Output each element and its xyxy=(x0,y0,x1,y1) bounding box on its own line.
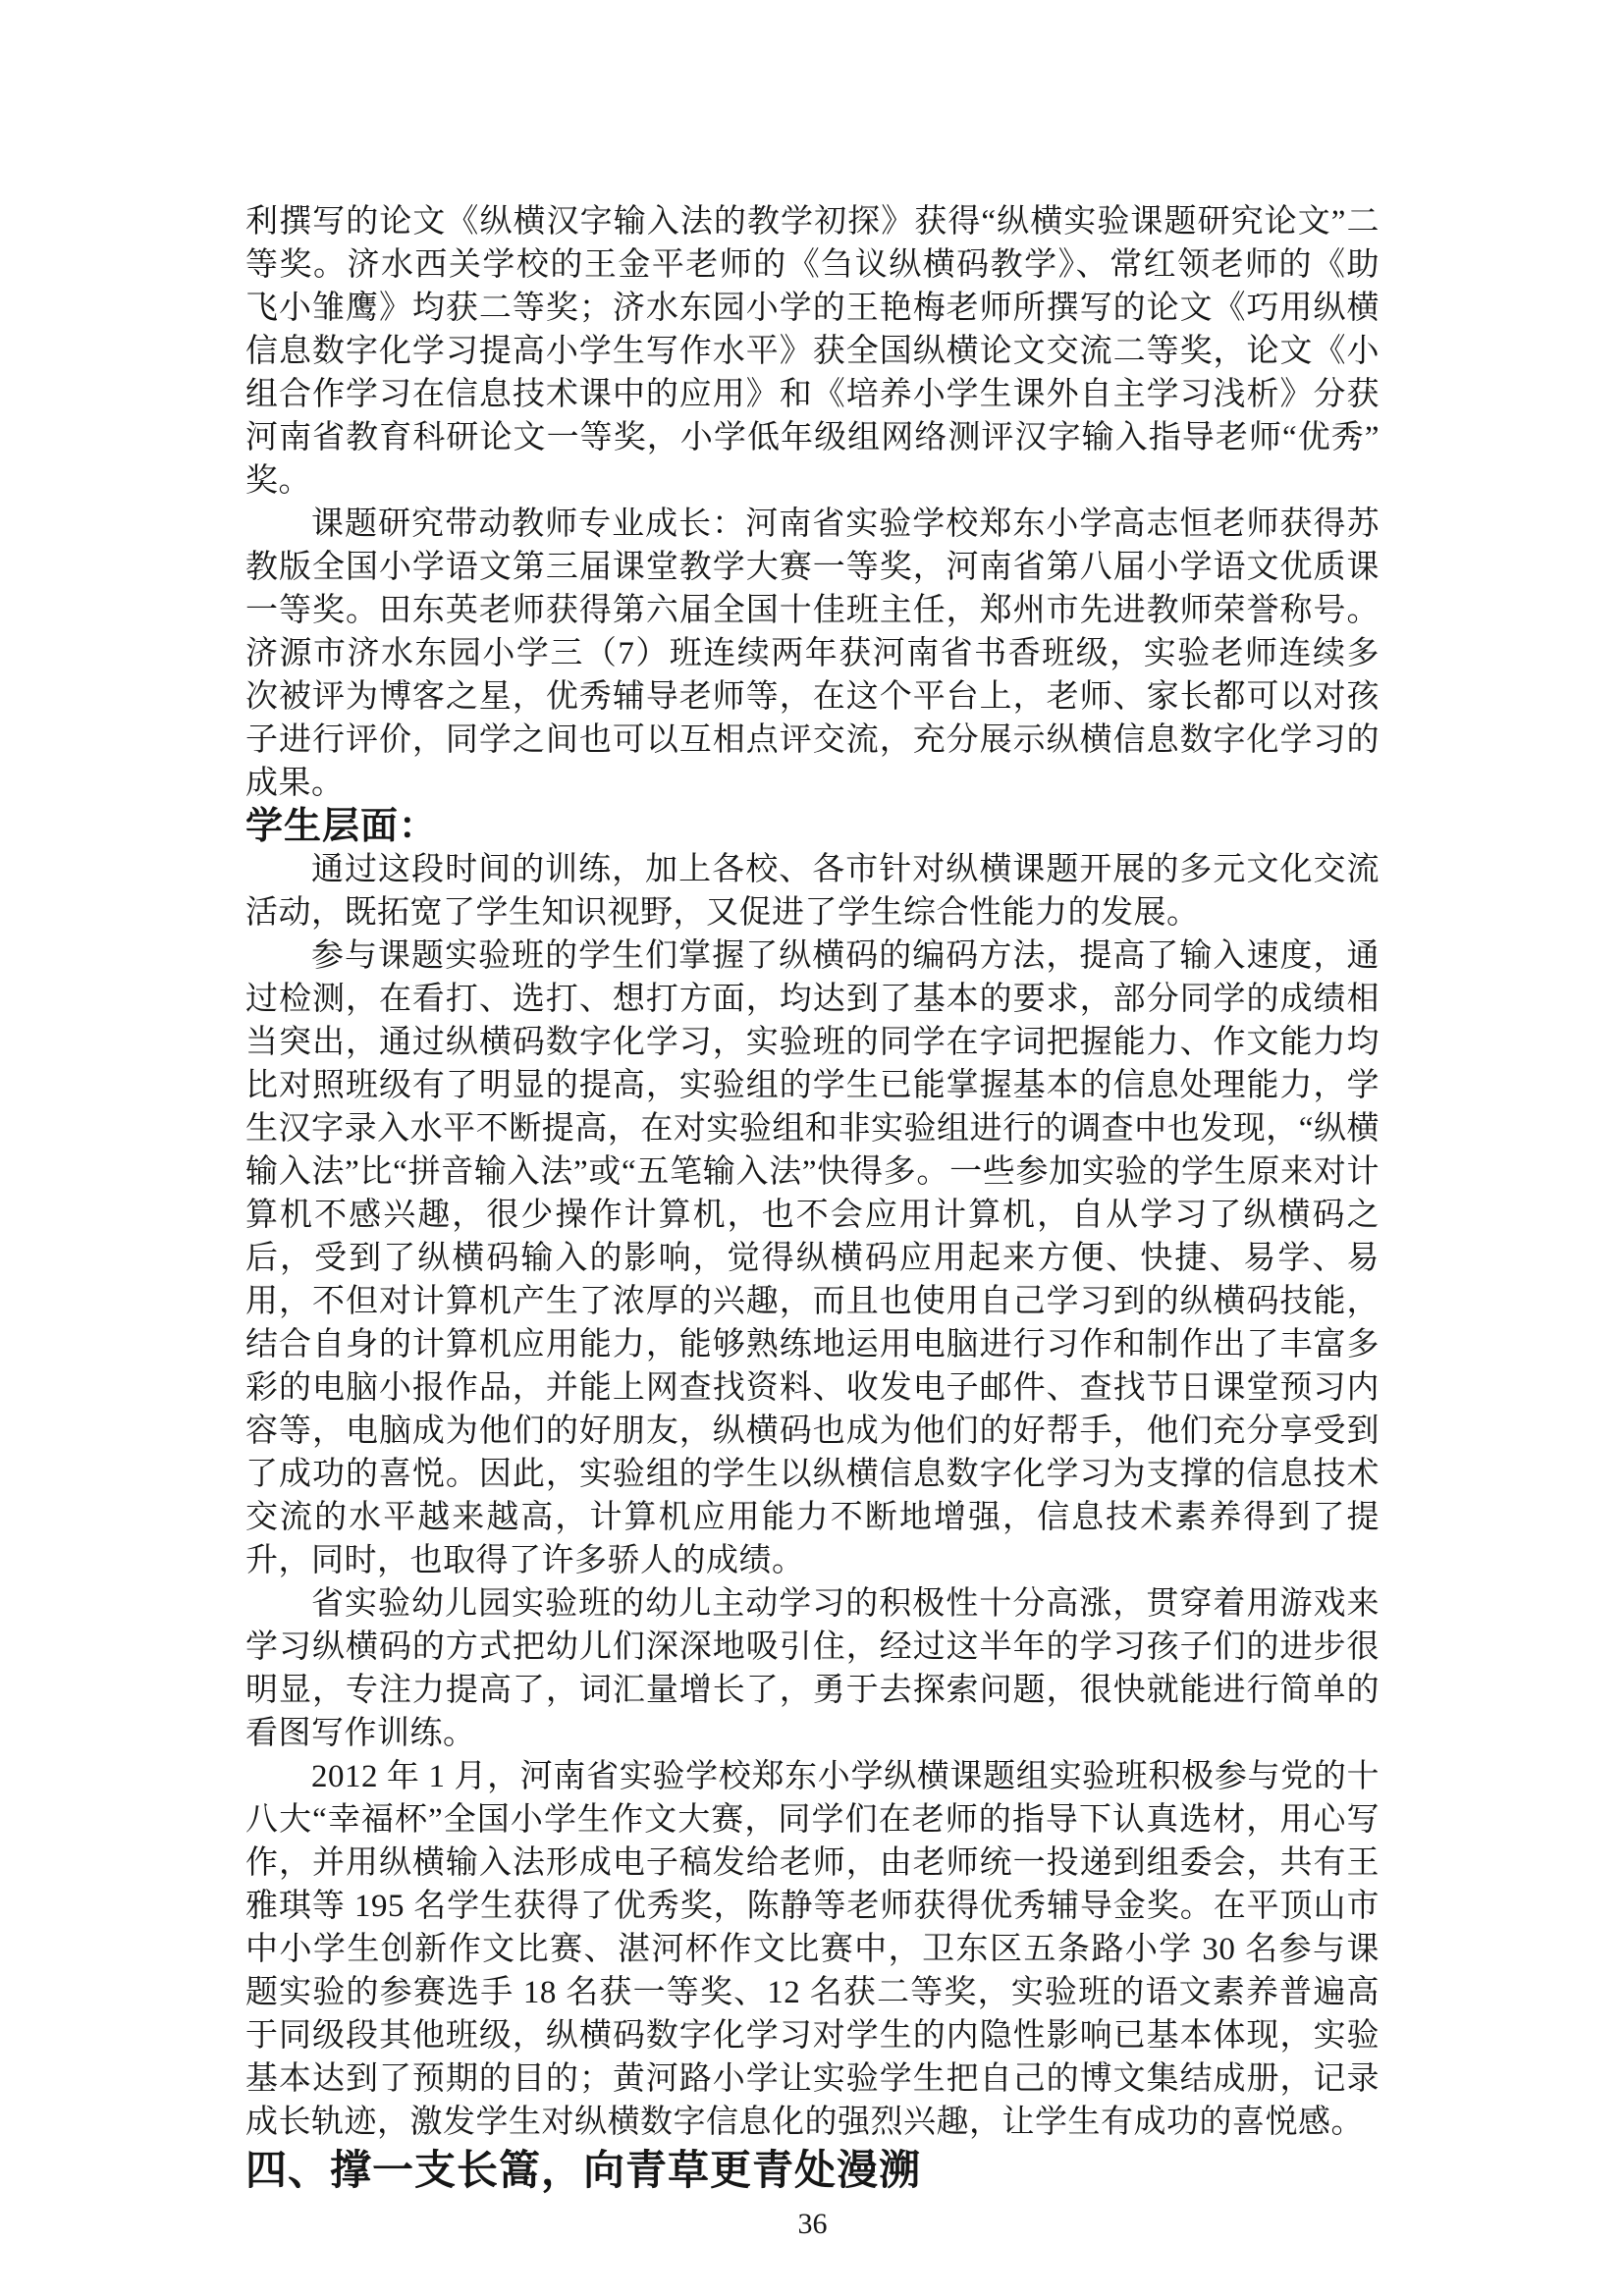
paragraph: 课题研究带动教师专业成长：河南省实验学校郑东小学高志恒老师获得苏教版全国小学语文第三届课堂教学大赛一等奖，河南省第八届小学语文优质课一等奖。田东英老师获得第六届全国十佳班主任，郑州市先进教师荣誉称号。济源市济水东园小学三（7）班连续两年获河南省书香班级，实验老师连续多次被评为博客之星，优秀辅导老师等，在这个平台上，老师、家长都可以对孩子进行评价，同学之间也可以互相点评交流，充分展示纵横信息数字化学习的成果。 xyxy=(245,507,1380,801)
paragraph: 通过这段时间的训练，加上各校、各市针对纵横课题开展的多元文化交流活动，既拓宽了学生知识视野，又促进了学生综合性能力的发展。 xyxy=(245,852,1380,931)
paragraph: 利撰写的论文《纵横汉字输入法的教学初探》获得“纵横实验课题研究论文”二等奖。济水西关学校的王金平老师的《刍议纵横码教学》、常红领老师的《助飞小雏鹰》均获二等奖；济水东园小学的王艳梅老师所撰写的论文《巧用纵横信息数字化学习提高小学生写作水平》获全国纵横论文交流二等奖，论文《小组合作学习在信息技术课中的应用》和《培养小学生课外自主学习浅析》分获河南省教育科研论文一等奖，小学低年级组网络测评汉字输入指导老师“优秀”奖。 xyxy=(245,204,1380,499)
paragraph: 2012 年 1 月，河南省实验学校郑东小学纵横课题组实验班积极参与党的十八大“幸福杯”全国小学生作文大赛，同学们在老师的指导下认真选材，用心写作，并用纵横输入法形成电子稿发给老师，由老师统一投递到组委会，共有王雅琪等 195 名学生获得了优秀奖，陈静等老师获得优秀辅导金奖。在平顶山市中小学生创新作文比赛、湛河杯作文比赛中，卫东区五条路小学 30 名参与课题实验的参赛选手 18 名获一等奖、12 名获二等奖，实验班的语文素养普遍高于同级段其他班级，纵横码数字化学习对学生的内隐性影响已基本体现，实验基本达到了预期的目的；黄河路小学让实验学生把自己的博文集结成册，记录成长轨迹，激发学生对纵横数字信息化的强烈兴趣，让学生有成功的喜悦感。 xyxy=(245,1759,1380,2140)
section-heading: 学生层面： xyxy=(245,806,438,847)
text-blocks xyxy=(245,200,1380,2197)
paragraph: 参与课题实验班的学生们掌握了纵横码的编码方法，提高了输入速度，通过检测，在看打、选打、想打方面，均达到了基本的要求，部分同学的成绩相当突出，通过纵横码数字化学习，实验班的同学在字词把握能力、作文能力均比对照班级有了明显的提高，实验组的学生已能掌握基本的信息处理能力，学生汉字录入水平不断提高，在对实验组和非实验组进行的调查中也发现，“纵横输入法”比“拼音输入法”或“五笔输入法”快得多。一些参加实验的学生原来对计算机不感兴趣，很少操作计算机，也不会应用计算机，自从学习了纵横码之后，受到了纵横码输入的影响，觉得纵横码应用起来方便、快捷、易学、易用，不但对计算机产生了浓厚的兴趣，而且也使用自己学习到的纵横码技能，结合自身的计算机应用能力，能够熟练地运用电脑进行习作和制作出了丰富多彩的电脑小报作品，并能上网查找资料、收发电子邮件、查找节日课堂预习内容等，电脑成为他们的好朋友，纵横码也成为他们的好帮手，他们充分享受到了成功的喜悦。因此，实验组的学生以纵横信息数字化学习为支撑的信息技术交流的水平越来越高，计算机应用能力不断地增强，信息技术素养得到了提升，同时，也取得了许多骄人的成绩。 xyxy=(245,938,1380,1578)
chapter-heading: 四、撑一支长篙，向青草更青处漫溯 xyxy=(245,2149,922,2194)
paragraph: 省实验幼儿园实验班的幼儿主动学习的积极性十分高涨，贯穿着用游戏来学习纵横码的方式把幼儿们深深地吸引住，经过这半年的学习孩子们的进步很明显，专注力提高了，词汇量增长了，勇于去探索问题，很快就能进行简单的看图写作训练。 xyxy=(245,1586,1380,1751)
page-number: 36 xyxy=(797,2208,828,2240)
